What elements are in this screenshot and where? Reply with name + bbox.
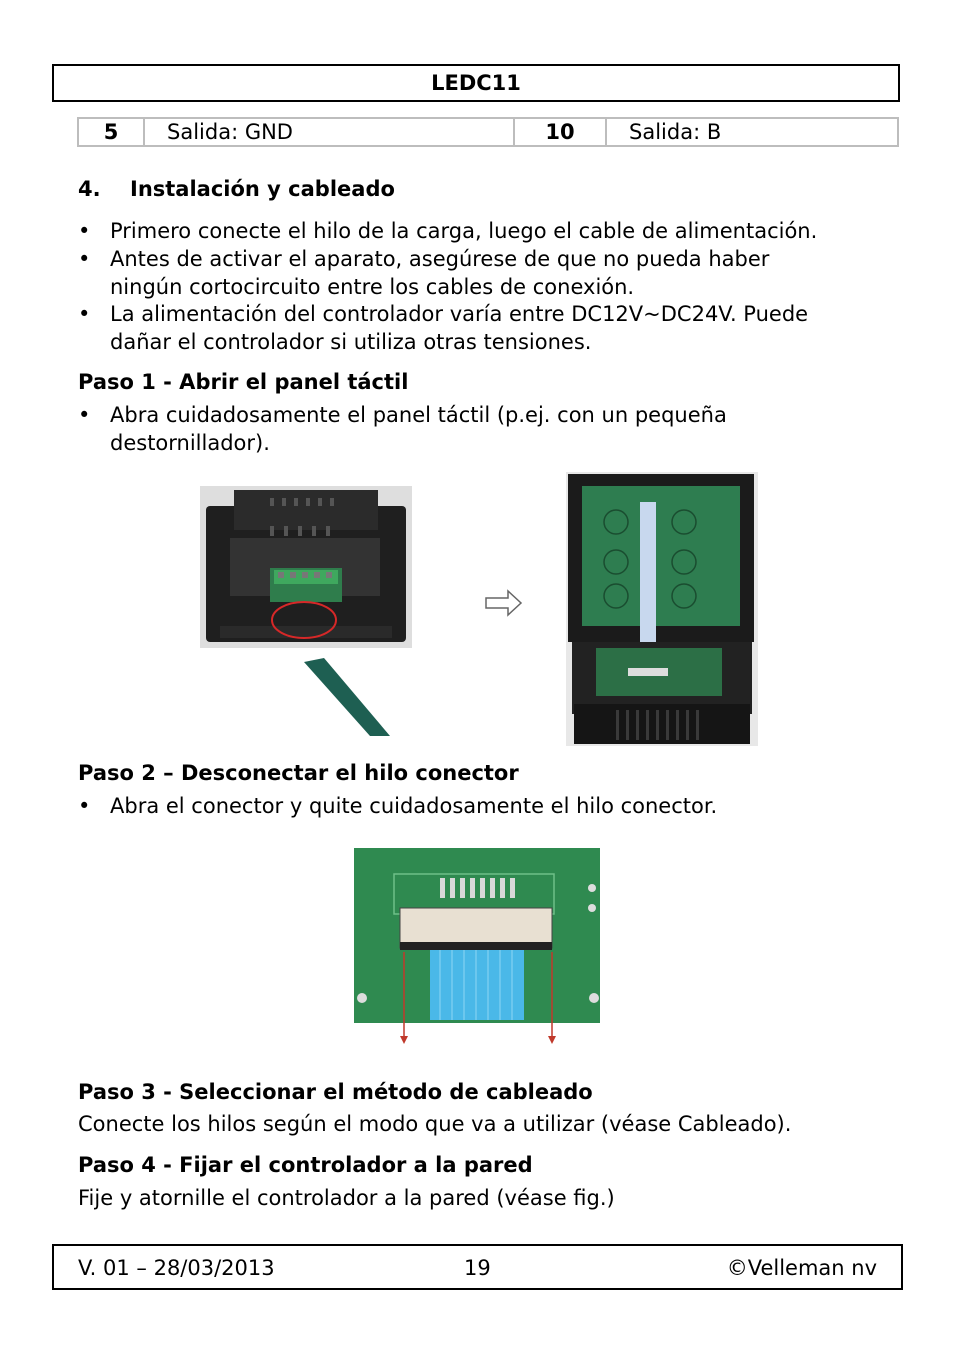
copyright: ©Velleman nv — [726, 1256, 877, 1280]
pin-number: 5 — [78, 118, 144, 146]
list-item: • Antes de activar el aparato, asegúrese de que no pueda haber ningún cortocircuito entre los cables de conexión. — [78, 247, 770, 299]
section-title: Instalación y cableado — [130, 177, 395, 201]
pin-label: Salida: GND — [144, 118, 514, 146]
list-item: • Abra cuidadosamente el panel táctil (p.ej. con un pequeña destornillador). — [78, 403, 727, 455]
step3-title: Paso 3 - Seleccionar el método de cableado — [78, 1080, 593, 1104]
page-number: 19 — [464, 1256, 491, 1280]
pin-number: 10 — [514, 118, 606, 146]
step4-title: Paso 4 - Fijar el controlador a la pared — [78, 1153, 533, 1177]
arrow-right-icon — [484, 588, 524, 618]
page-header — [52, 64, 900, 102]
page-footer — [52, 1244, 903, 1290]
connector-photo — [354, 848, 600, 1048]
step3-text: Conecte los hilos según el modo que va a utilizar (véase Cableado). — [78, 1112, 792, 1136]
list-item: • Abra el conector y quite cuidadosamente el hilo conector. — [78, 794, 718, 818]
table-row — [78, 118, 898, 146]
document-title: LEDC11 — [431, 71, 521, 95]
pin-label: Salida: B — [606, 118, 898, 146]
controller-back-photo — [200, 486, 412, 736]
version-date: V. 01 – 28/03/2013 — [78, 1256, 275, 1280]
section-number: 4. — [78, 177, 101, 201]
pin-table — [77, 117, 899, 147]
step2-title: Paso 2 – Desconectar el hilo conector — [78, 761, 519, 785]
step1-title: Paso 1 - Abrir el panel táctil — [78, 370, 409, 394]
list-item: • La alimentación del controlador varía entre DC12V~DC24V. Puede dañar el controlador si utiliza otras tensiones. — [78, 302, 809, 354]
step4-text: Fije y atornille el controlador a la pared (véase fig.) — [78, 1186, 615, 1210]
opened-panel-photo — [566, 472, 758, 746]
list-item: • Primero conecte el hilo de la carga, luego el cable de alimentación. — [78, 219, 818, 243]
